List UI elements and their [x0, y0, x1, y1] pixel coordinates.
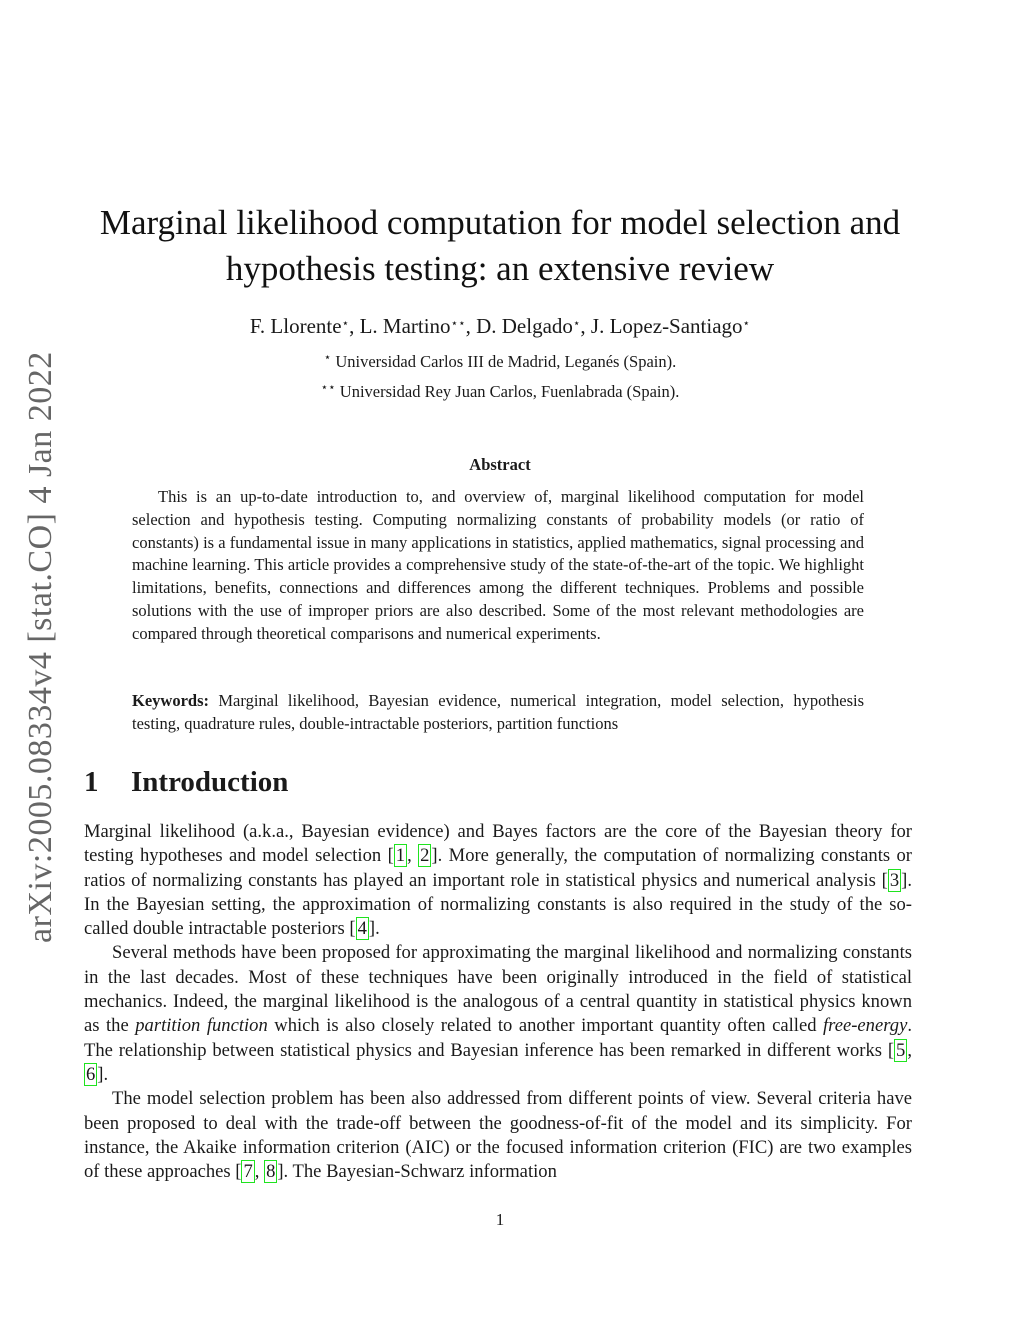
text-run: ]. The Bayesian-Schwarz information [277, 1161, 557, 1183]
keywords [132, 690, 864, 735]
author-name: F. Llorente [249, 314, 342, 338]
paragraph-3 [84, 1087, 912, 1184]
title-line-1: Marginal likelihood computation for model selection and [99, 203, 901, 242]
text-run: The model selection problem has been also addressed from different points of view. Several criteria have been proposed to deal with the trade-off between the goodness-of-fit of the model and its simplicity. For instance, the Akaike information criterion (AIC) or the focused information criterion (FIC) are two examples of these approaches [ [84, 1088, 912, 1183]
citation-link[interactable]: 8 [266, 1161, 276, 1183]
author-name: L. Martino [359, 314, 451, 338]
introduction-body [84, 820, 912, 1184]
text-run: ]. More generally, the computation of normalizing constants or ratios of normalizing constants has played an important role in statistical physics and numerical analysis [ [84, 845, 912, 891]
section-title: Introduction [131, 766, 289, 798]
affiliation-mark: ⋆⋆ [450, 316, 466, 330]
paragraph-1 [84, 820, 912, 941]
affiliation-2 [90, 380, 910, 402]
affiliation-mark: ⋆ [323, 350, 332, 364]
page-number: 1 [495, 1210, 505, 1229]
citation-link[interactable]: 5 [896, 1039, 906, 1061]
citation-link[interactable]: 3 [889, 869, 900, 891]
affiliation-text: Universidad Rey Juan Carlos, Fuenlabrada (Spain). [339, 382, 680, 401]
emphasis-text: free-energy [823, 1015, 908, 1037]
text-run: , [254, 1161, 265, 1183]
author-list: F. Llorente⋆, L. Martino⋆⋆, D. Delgado⋆, J. Lopez-Santiago⋆ [249, 314, 751, 338]
citation-link[interactable]: 7 [243, 1161, 253, 1183]
arxiv-identifier-stamp: arXiv:2005.08334v4 [stat.CO] 4 Jan 2022 [22, 351, 59, 943]
citation-link[interactable]: 2 [420, 845, 430, 867]
keywords-text: Marginal likelihood, Bayesian evidence, numerical integration, model selection, hypothesis testing, quadrature rules, double-intractable posteriors, partition functions [132, 691, 864, 733]
text-run: ]. In the Bayesian setting, the approximation of normalizing constants is also required in the study of the so-called double intractable posteriors [ [84, 869, 912, 940]
citation-link[interactable]: 4 [357, 918, 367, 940]
paragraph-2 [84, 941, 912, 1087]
text-run: ]. [97, 1063, 109, 1085]
affiliation-mark: ⋆⋆ [320, 380, 336, 394]
text-run: which is also closely related to another important quantity often called [267, 1015, 824, 1037]
text-run: Marginal likelihood (a.k.a., Bayesian evidence) and Bayes factors are the core of the Bayesian theory for testing hypotheses and model selection [ [84, 821, 912, 867]
title-line-2: hypothesis testing: an extensive review [225, 249, 775, 288]
author-name: D. Delgado [476, 314, 573, 338]
text-run: . The relationship between statistical physics and Bayesian inference has been remarked in different works [ [84, 1015, 912, 1061]
text-run: , [407, 845, 419, 867]
citation-link[interactable]: 6 [86, 1063, 96, 1085]
section-heading [84, 766, 288, 799]
affiliation-mark: ⋆ [341, 316, 350, 330]
section-number: 1 [84, 766, 99, 798]
paper-title [90, 200, 910, 292]
text-run: , [907, 1039, 912, 1061]
affiliation-text: Universidad Carlos III de Madrid, Leganés (Spain). [335, 352, 677, 371]
abstract-body: This is an up-to-date introduction to, and overview of, marginal likelihood computation for model selection and hypothesis testing. Computing normalizing constants of probability models (or ratio of constants) is a fundamental issue in many applications in statistics, applied mathematics, signal processing and machine learning. This article provides a comprehensive study of the state-of-the-art of the topic. We highlight limitations, benefits, connections and differences among the different techniques. Problems and possible solutions with the use of improper priors are also described. Some of the most relevant methodologies are compared through theoretical comparisons and numerical experiments. [132, 487, 864, 643]
citation-link[interactable]: 1 [395, 845, 406, 867]
keywords-label: Keywords: [132, 691, 209, 710]
affiliation-mark: ⋆ [742, 316, 751, 330]
text-run: Several methods have been proposed for approximating the marginal likelihood and normalizing constants in the last decades. Most of these techniques have been originally introduced in the field of statistical mechanics. Indeed, the marginal likelihood is the analogous of a central quantity in statistical physics known as the [84, 942, 912, 1037]
affiliation-mark: ⋆ [572, 316, 581, 330]
author-name: J. Lopez-Santiago [590, 314, 743, 338]
abstract-heading: Abstract [469, 455, 531, 474]
affiliation-1 [90, 350, 910, 372]
emphasis-text: partition function [135, 1015, 268, 1037]
text-run: ]. [368, 918, 380, 940]
